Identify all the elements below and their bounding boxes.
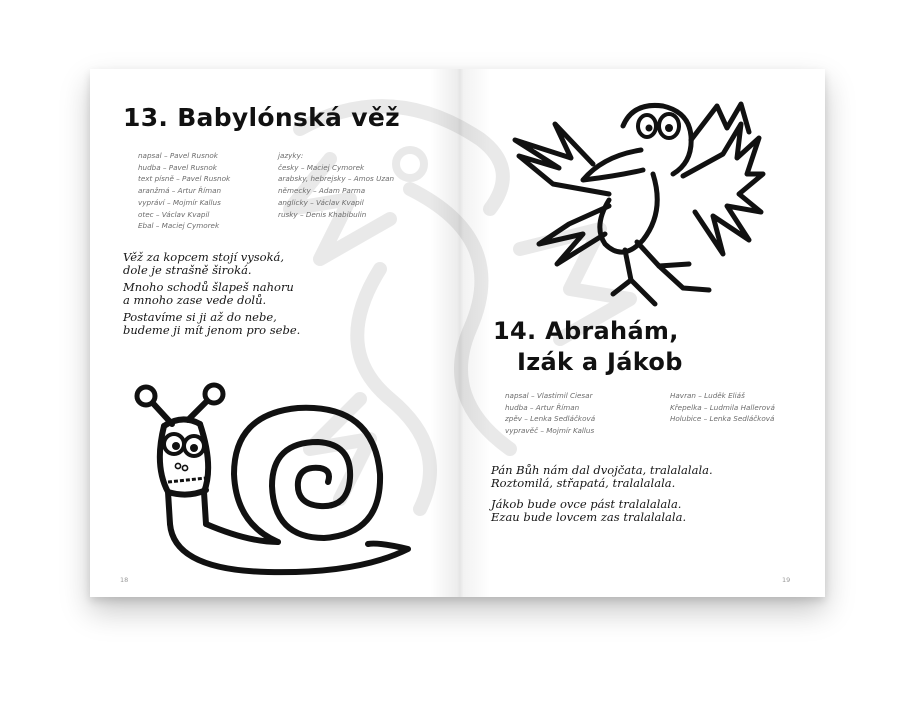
credit-line: hudba – Pavel Rusnok (138, 162, 217, 172)
credit-line: arabsky, hebrejsky – Amos Uzan (278, 174, 395, 184)
verse (491, 464, 713, 489)
credit-line: napsal – Vlastimil Ciesar (505, 391, 593, 400)
credits-list-left (505, 390, 595, 437)
credit-line: Křepelka – Ludmila Hallerová (670, 402, 775, 412)
credit-line: jazyky: (278, 151, 304, 160)
credit-line: německy – Adam Parma (278, 186, 366, 196)
verse-line: Ezau bude lovcem zas tralalalala. (491, 509, 687, 524)
lyrics-13 (123, 251, 300, 342)
credit-line: zpěv – Lenka Sedláčková (505, 414, 596, 424)
credit-line: Holubice – Lenka Sedláčková (670, 414, 775, 424)
credit-line: aranžmá – Artur Říman (138, 186, 222, 196)
credit-line: text písně – Pavel Rusnok (138, 174, 231, 184)
snail-illustration (128, 374, 418, 574)
verse-line: Jákob bude ovce pást tralalalala. (491, 497, 682, 512)
song-title-13: 13. Babylónská věž (123, 103, 400, 132)
lyrics-14 (491, 464, 713, 528)
verse (123, 251, 300, 276)
credit-line: anglicky – Václav Kvapil (278, 197, 364, 207)
page-number: 18 (120, 576, 129, 584)
verse (491, 498, 713, 523)
song-title-14 (493, 316, 683, 378)
credit-line: Havran – Luděk Eliáš (670, 391, 745, 400)
right-page (457, 69, 825, 597)
verse (123, 311, 300, 336)
verse-line: budeme ji mít jenom pro sebe. (123, 322, 301, 337)
title-line: Izák a Jákob (517, 348, 683, 376)
verse-line: Pán Bůh nám dal dvojčata, tralalalala. (491, 463, 713, 477)
bird-illustration (513, 94, 763, 309)
left-page (90, 69, 457, 597)
page-number: 19 (782, 576, 791, 584)
verse-line: Postavíme si ji až do nebe, (123, 310, 277, 325)
credit-line: česky – Maciej Cymorek (278, 162, 365, 172)
credit-line: Ebal – Maciej Cymorek (138, 221, 220, 231)
credits-list-roles (670, 390, 775, 425)
verse-line: a mnoho zase vede dolů. (123, 292, 267, 307)
verse-line: Roztomilá, střapatá, tralalalala. (491, 475, 676, 490)
book-spread (90, 69, 825, 597)
credit-line: vypravěč – Mojmír Kallus (505, 426, 595, 436)
verse-line: dole je strašně široká. (123, 262, 252, 277)
verse (123, 281, 300, 306)
credit-line: hudba – Artur Říman (505, 402, 580, 412)
credit-line: rusky – Denis Khabibulin (278, 209, 367, 219)
title-line: 14. Abrahám, (493, 317, 679, 345)
credits-list-languages (278, 150, 394, 220)
verse-line: Věž za kopcem stojí vysoká, (123, 250, 285, 264)
credits-list-left (138, 150, 230, 232)
credit-line: otec – Václav Kvapil (138, 209, 210, 219)
credit-line: napsal – Pavel Rusnok (138, 151, 218, 160)
credit-line: vypráví – Mojmír Kallus (138, 197, 221, 207)
verse-line: Mnoho schodů šlapeš nahoru (123, 280, 294, 295)
